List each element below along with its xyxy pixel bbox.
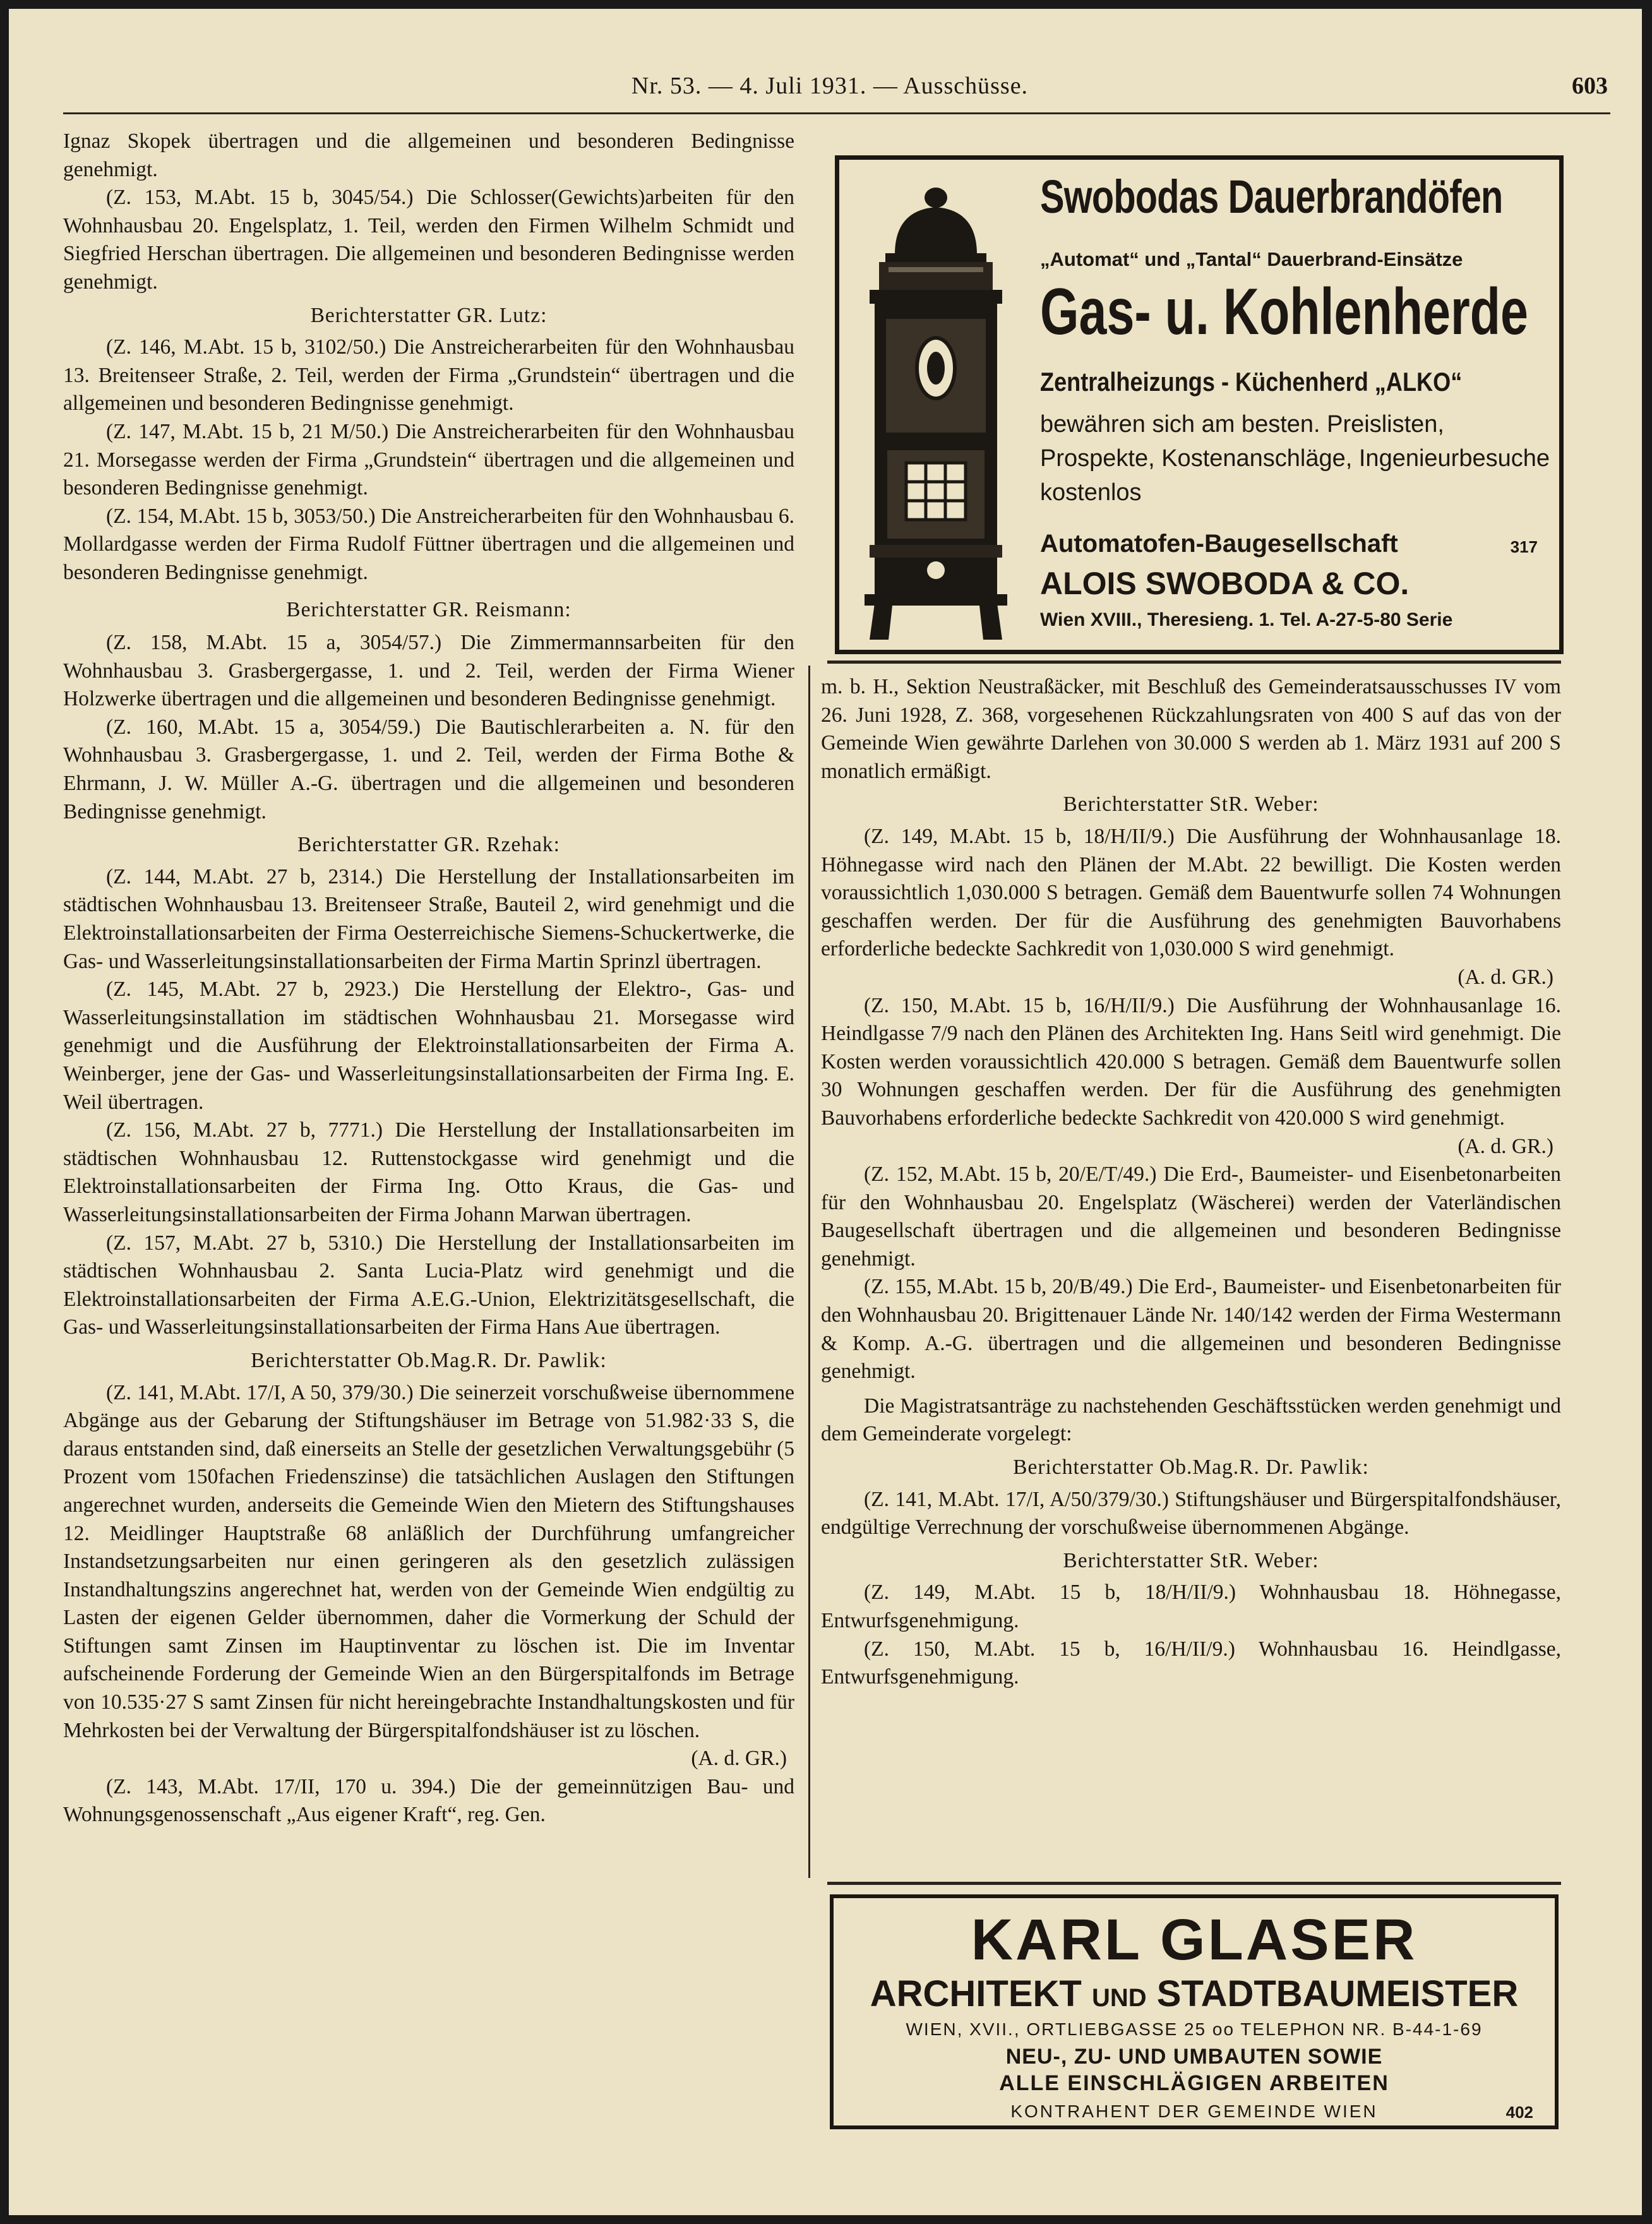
paragraph: (Z. 153, M.Abt. 15 b, 3045/54.) Die Schlosser(Gewichts)arbeiten für den Wohnhausbau 20. Engelsplatz, 1. Teil, werden den Firmen Wilhelm Schmidt und Siegfried Herschan übertragen. Die allgemeinen und besonderen Bedingnisse werden genehmigt. [63, 186, 794, 294]
paragraph: (Z. 146, M.Abt. 15 b, 3102/50.) Die Anstreicherarbeiten für den Wohnhausbau 13. Breitenseer Straße, 2. Teil, werden der Firma „Grundstein“ übertragen und die allgemeinen und besonderen Bedingnisse genehmigt. [63, 335, 794, 416]
paragraph: (Z. 141, M.Abt. 17/I, A 50, 379/30.) Die seinerzeit vorschußweise übernommene Abgänge aus der Gebarung der Stiftungshäuser im Betrage von 51.982·33 S, die daraus entstanden sind, daß einerseits an Stelle der gesetzlichen Verwaltungsgebühr (5 Prozent vom 150fachen Friedenszinse) die tatsächlichen Auslagen den Stiftungen angerechnet wurden, anderseits die Gemeinde Wien den Mietern des Stiftungshauses 12. Meidlinger Hauptstraße 68 anläßlich der Durchführung umfangreicher Instandsetzungsarbeiten nur einen geringeren als den gesetzlich zulässigen Instandhaltungszins angerechnet hat, werden von der Gemeinde Wien endgültig zu Lasten der eigenen Gelder übernommen, daher die Vormerkung der Schuld der Stiftungen samt Zinsen im Hauptinventar zu löschen ist. Die im Inventar aufscheinende Forderung der Gemeinde Wien an den Bürgerspitalfonds im Betrage von 10.535·27 S samt Zinsen für nicht hereingebrachte Instandhaltungskosten und für Mehrkosten bei der Verwaltung der Bürgerspitalfondshäuser ist zu löschen. [63, 1380, 794, 1742]
ad-company: Automatofen-Baugesellschaft [1040, 530, 1398, 558]
column-divider [808, 666, 810, 1878]
paragraph: (Z. 155, M.Abt. 15 b, 20/B/49.) Die Erd-, Baumeister- und Eisenbetonarbeiten für den Wohnhausbau 20. Brigittenauer Lände Nr. 140/142 werden der Firma Westermann & Komp. A.-G. übertragen und die allgemeinen und besonderen Bedingnisse genehmigt. [821, 1275, 1561, 1384]
right-column [821, 673, 1561, 1692]
ad-product: Zentralheizungs - Küchenherd „ALKO“ [1040, 367, 1463, 397]
paragraph: (Z. 141, M.Abt. 17/I, A/50/379/30.) Stiftungshäuser und Bürgerspitalfondshäuser, endgültige Verrechnung der vorschußweise übernommenen Abgänge. [821, 1487, 1561, 1539]
ad-address: Wien XVIII., Theresieng. 1. Tel. A-27-5-80 Serie [1040, 609, 1453, 630]
page-number: 603 [1572, 73, 1608, 99]
ad-number: 402 [1505, 2103, 1533, 2122]
ad-address: WIEN, XVII., ORTLIEBGASSE 25 oo TELEPHON NR. B-44-1-69 [906, 2019, 1483, 2039]
paragraph: (Z. 150, M.Abt. 15 b, 16/H/II/9.) Die Ausführung der Wohnhausanlage 16. Heindlgasse 7/9 nach den Plänen des Architekten Ing. Hans Seitl wird genehmigt. Die Kosten werden voraussichtlich 420.000 S betragen. Gemäß dem Bauentwurfe sollen 30 Wohnungen geschaffen werden. Der für die Ausführung des genehmigten Bauvorhabens erforderliche bedeckte Sachkredit von 420.000 S wird genehmigt. [821, 993, 1561, 1130]
ad-title: Swobodas Dauerbrandöfen [1040, 170, 1503, 223]
page-header-title: Nr. 53. — 4. Juli 1931. — Ausschüsse. [631, 73, 1029, 99]
paragraph: (Z. 158, M.Abt. 15 a, 3054/57.) Die Zimmermannsarbeiten für den Wohnhausbau 3. Grasbergergasse, 1. und 2. Teil, werden der Firma Wiener Holzwerke übertragen und die allgemeinen und besonderen Bedingnisse genehmigt. [63, 631, 794, 711]
section-heading: Berichterstatter StR. Weber: [1063, 792, 1319, 816]
ad-profession [834, 1973, 1555, 2015]
section-heading: Berichterstatter GR. Rzehak: [297, 833, 560, 857]
ad-profession-und: UND [1091, 1984, 1147, 2012]
ad-services: NEU-, ZU- UND UMBAUTEN SOWIE [1005, 2045, 1383, 2069]
section-heading: Berichterstatter StR. Weber: [1063, 1548, 1319, 1572]
paragraph: (Z. 143, M.Abt. 17/II, 170 u. 394.) Die der gemeinnützigen Bau- und Wohnungsgenossenschaft „Aus eigener Kraft“, reg. Gen. [63, 1774, 794, 1827]
paragraph: (Z. 152, M.Abt. 15 b, 20/E/T/49.) Die Erd-, Baumeister- und Eisenbetonarbeiten für den Wohnhausbau 20. Engelsplatz (Wäscherei) werden der Vaterländischen Baugesellschaft übertragen und die allgemeinen und besonderen Bedingnisse genehmigt. [821, 1163, 1561, 1270]
paragraph: (Z. 160, M.Abt. 15 a, 3054/59.) Die Bautischlerarbeiten a. N. für den Wohnhausbau 3. Grasbergergasse, 1. und 2. Teil, werden der Firma Bothe & Ehrmann, J. W. Müller A.-G. übertragen und die allgemeinen und besonderen Bedingnisse genehmigt. [63, 715, 794, 823]
paragraph: Ignaz Skopek übertragen und die allgemeinen und besonderen Bedingnisse genehmigt. [63, 129, 794, 181]
paragraph: m. b. H., Sektion Neustraßäcker, mit Beschluß des Gemeinderatsausschusses IV vom 26. Juni 1928, Z. 368, vorgesehenen Rückzahlungsraten von 400 S auf das von der Gemeinde Wien gewährte Darlehen von 30.000 S werden ab 1. März 1931 auf 200 S monatlich ermäßigt. [821, 675, 1561, 783]
advertisement-swoboda [835, 155, 1564, 654]
advertisement-glaser [830, 1894, 1559, 2129]
signature-note: (A. d. GR.) [1457, 1134, 1553, 1158]
signature-note: (A. d. GR.) [691, 1747, 787, 1771]
ad-contractor-note: KONTRAHENT DER GEMEINDE WIEN [1010, 2101, 1378, 2121]
ad-number: 317 [1510, 537, 1538, 556]
ad-separator-rule [827, 661, 1561, 664]
ad-body: bewähren sich am besten. Preislisten, Prospekte, Kostenanschläge, Ingenieurbesuche kostenlos [1040, 411, 1550, 506]
paragraph: (Z. 156, M.Abt. 27 b, 7771.) Die Herstellung der Installationsarbeiten im städtischen Wohnhausbau 12. Ruttenstockgasse wird genehmigt und die Elektroinstallationsarbeiten der Firma Ing. Otto Kraus, die Gas- und Wasserleitungsinstallationsarbeiten der Firma Johann Marwan übertragen. [63, 1118, 794, 1226]
ad-profession-part1: ARCHITEKT [870, 1973, 1082, 2014]
section-heading: Berichterstatter Ob.Mag.R. Dr. Pawlik: [1013, 1456, 1369, 1480]
paragraph: (Z. 157, M.Abt. 27 b, 5310.) Die Herstellung der Installationsarbeiten im städtischen Wohnhausbau 2. Santa Lucia-Platz wird genehmigt und die Elektroinstallationsarbeiten der Firma A.E.G.-Union, Elektrizitätsgesellschaft, die Gas- und Wasserleitungsinstallationsarbeiten der Firma Hans Aue übertragen. [63, 1231, 794, 1339]
ad-company-name: ALOIS SWOBODA & CO. [1040, 566, 1410, 601]
paragraph: (Z. 150, M.Abt. 15 b, 16/H/II/9.) Wohnhausbau 16. Heindlgasse, Entwurfsgenehmigung. [821, 1637, 1561, 1689]
ad-headline: Gas- u. Kohlenherde [1040, 275, 1528, 349]
paragraph: Die Magistratsanträge zu nachstehenden Geschäftsstücken werden genehmigt und dem Gemeinderate vorgelegt: [821, 1394, 1561, 1446]
ad-services: ALLE EINSCHLÄGIGEN ARBEITEN [999, 2071, 1389, 2095]
ad-title: KARL GLASER [971, 1908, 1418, 1972]
ad-profession-part2: STADTBAUMEISTER [1156, 1973, 1519, 2014]
section-heading: Berichterstatter GR. Lutz: [310, 303, 548, 327]
paragraph: (Z. 144, M.Abt. 27 b, 2314.) Die Herstellung der Installationsarbeiten im städtischen Wohnhausbau 13. Breitenseer Straße, Bauteil 2, wird genehmigt und die Elektroinstallationsarbeiten der Firma Oesterreichische Siemens-Schuckertwerke, die Gas- und Wasserleitungsinstallationsarbeiten der Firma Martin Sprinzl übertragen. [63, 864, 794, 973]
paragraph: (Z. 145, M.Abt. 27 b, 2923.) Die Herstellung der Elektro-, Gas- und Wasserleitungsinstallation im städtischen Wohnhausbau 21. Morsegasse wird genehmigt und die Ausführung der Elektroinstallationsarbeiten der Firma A. Weinberger, jene der Gas- und Wasserleitungsinstallationsarbeiten der Firma Ing. E. Weil übertragen. [63, 977, 794, 1114]
ad-subtitle: „Automat“ und „Tantal“ Dauerbrand-Einsätze [1040, 248, 1463, 270]
paragraph: (Z. 149, M.Abt. 15 b, 18/H/II/9.) Die Ausführung der Wohnhausanlage 18. Höhnegasse wird nach den Plänen der M.Abt. 22 bewilligt. Die Kosten werden voraussichtlich 1,030.000 S betragen. Gemäß dem Bauentwurfe sollen 74 Wohnungen geschaffen werden. Der für die Ausführung des genehmigten Bauvorhabens erforderliche bedeckte Sachkredit von 1,030.000 S wird genehmigt. [821, 824, 1561, 961]
stove-illustration [851, 172, 1021, 640]
newspaper-page [9, 9, 1642, 2215]
paragraph: (Z. 149, M.Abt. 15 b, 18/H/II/9.) Wohnhausbau 18. Höhnegasse, Entwurfsgenehmigung. [821, 1581, 1561, 1632]
section-heading: Berichterstatter Ob.Mag.R. Dr. Pawlik: [251, 1348, 607, 1372]
paragraph: (Z. 154, M.Abt. 15 b, 3053/50.) Die Anstreicherarbeiten für den Wohnhausbau 6. Mollardgasse werden der Firma Rudolf Füttner übertragen und die allgemeinen und besonderen Bedingnisse genehmigt. [63, 504, 794, 584]
paragraph: (Z. 147, M.Abt. 15 b, 21 M/50.) Die Anstreicherarbeiten für den Wohnhausbau 21. Morsegasse werden der Firma „Grundstein“ übertragen und die allgemeinen und besonderen Bedingnisse genehmigt. [63, 419, 794, 500]
left-column [63, 128, 794, 1829]
signature-note: (A. d. GR.) [1457, 965, 1553, 989]
section-heading: Berichterstatter GR. Reismann: [286, 597, 572, 621]
header-rule [63, 112, 1610, 114]
ad-separator-rule [827, 1882, 1561, 1885]
